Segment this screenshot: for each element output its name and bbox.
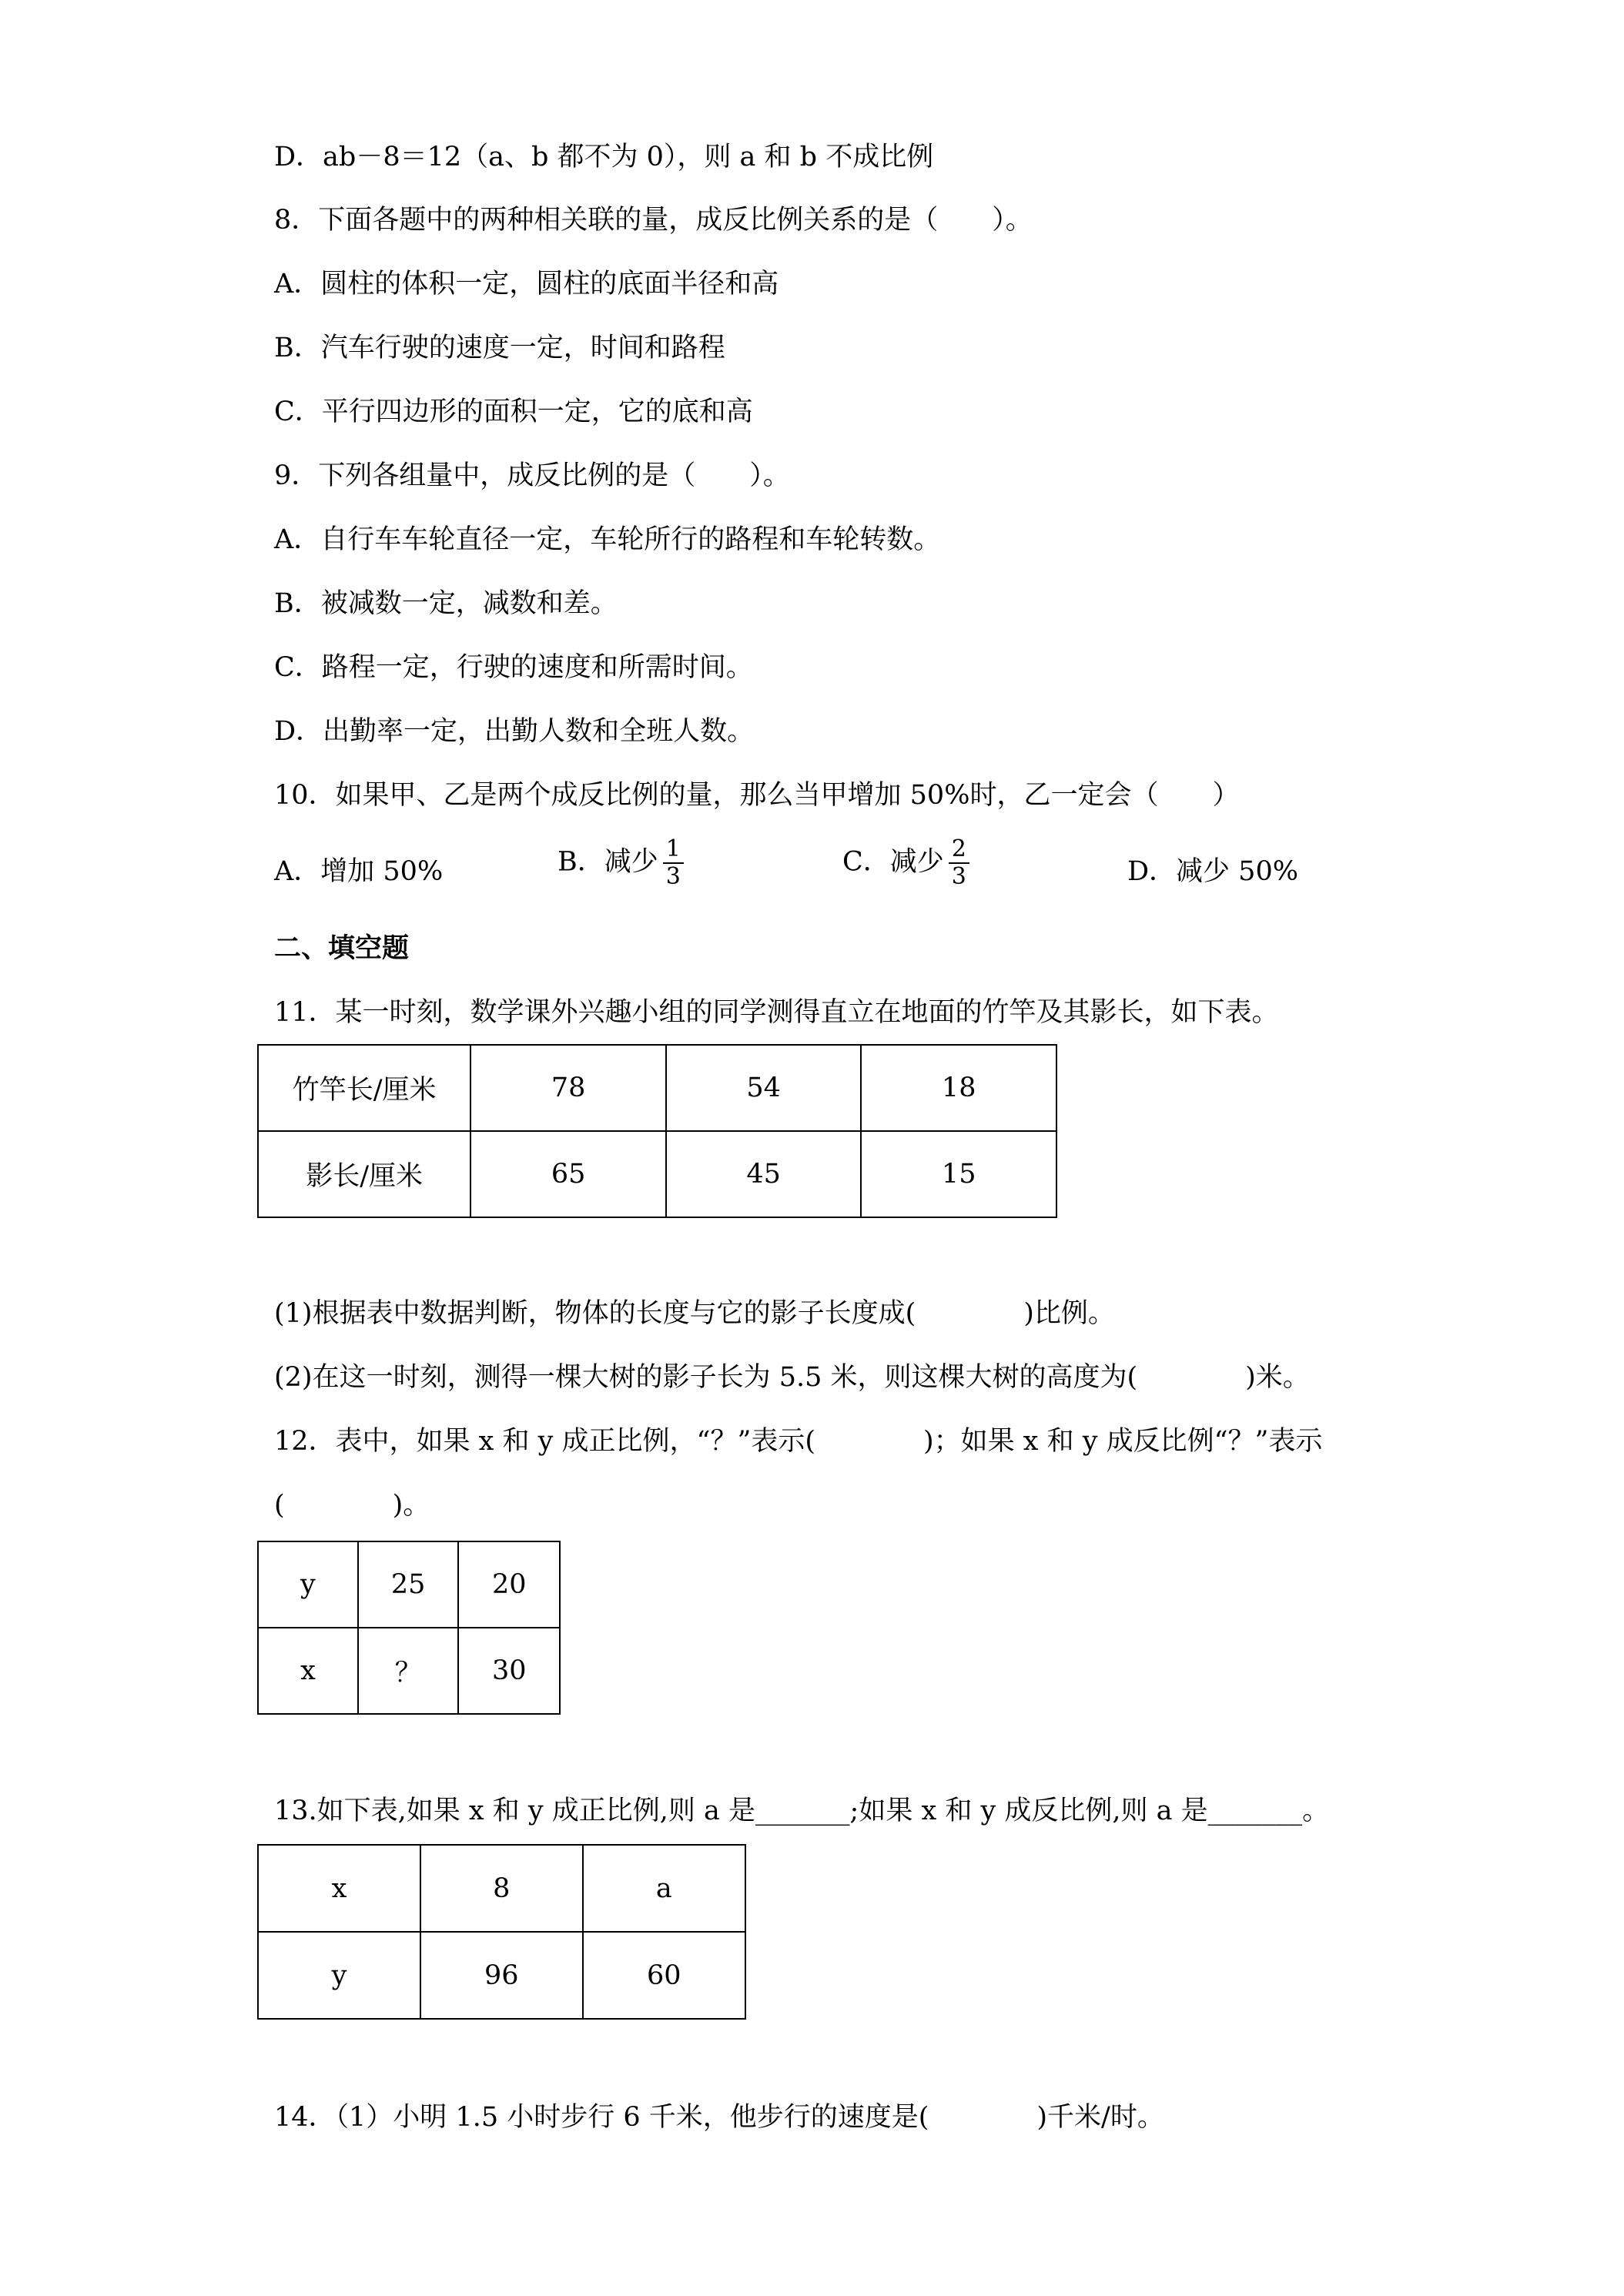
table-cell: y bbox=[258, 1932, 420, 2019]
table-cell: 8 bbox=[420, 1845, 582, 1932]
q10-option-b bbox=[558, 836, 684, 890]
q9-option-d: D．出勤率一定，出勤人数和全班人数。 bbox=[274, 716, 755, 747]
fraction-one-third bbox=[663, 836, 684, 890]
table-cell: x bbox=[258, 1628, 358, 1714]
q9-option-c: C．路程一定，行驶的速度和所需时间。 bbox=[274, 652, 753, 683]
q13-stem: 13.如下表,如果 x 和 y 成正比例,则 a 是_______;如果 x 和 y 成反比例,则 a 是_______。 bbox=[274, 1796, 1330, 1826]
table-cell: y bbox=[258, 1541, 358, 1628]
table-cell: x bbox=[258, 1845, 420, 1932]
q12-table bbox=[257, 1541, 561, 1715]
q8-stem: 8．下面各题中的两种相关联的量，成反比例关系的是（ ）。 bbox=[274, 205, 1033, 236]
table-cell: 96 bbox=[420, 1932, 582, 2019]
q10-option-d: D．减少 50% bbox=[1127, 856, 1298, 887]
q14-stem: 14．（1）小明 1.5 小时步行 6 千米，他步行的速度是( )千米/时。 bbox=[274, 2102, 1164, 2133]
q8-option-b: B．汽车行驶的速度一定，时间和路程 bbox=[274, 333, 725, 363]
q8-option-a: A．圆柱的体积一定，圆柱的底面半径和高 bbox=[274, 269, 779, 300]
table-cell: 25 bbox=[358, 1541, 459, 1628]
q11-part-2: (2)在这一时刻，测得一棵大树的影子长为 5.5 米，则这棵大树的高度为( )米。 bbox=[274, 1362, 1310, 1393]
fraction-two-thirds bbox=[949, 836, 969, 890]
table-cell: 竹竿长/厘米 bbox=[258, 1045, 470, 1131]
table-cell: 78 bbox=[470, 1045, 666, 1131]
q8-option-c: C．平行四边形的面积一定，它的底和高 bbox=[274, 397, 753, 427]
table-row bbox=[258, 1932, 745, 2019]
table-cell: 15 bbox=[861, 1131, 1056, 1217]
table-row bbox=[258, 1628, 560, 1714]
table-cell: 60 bbox=[583, 1932, 745, 2019]
q11-part-1: (1)根据表中数据判断，物体的长度与它的影子长度成( )比例。 bbox=[274, 1298, 1115, 1329]
table-cell: 影长/厘米 bbox=[258, 1131, 470, 1217]
fraction-denominator: 3 bbox=[951, 863, 966, 890]
fraction-numerator: 2 bbox=[949, 836, 969, 864]
table-row bbox=[258, 1045, 1056, 1131]
table-row bbox=[258, 1131, 1056, 1217]
q12-stem: 12．表中，如果 x 和 y 成正比例，“？”表示( )；如果 x 和 y 成反比例“？”表示 bbox=[274, 1426, 1323, 1457]
q10-option-b-label: B．减少 bbox=[558, 846, 658, 878]
table-cell: 20 bbox=[458, 1541, 560, 1628]
table-cell: 30 bbox=[458, 1628, 560, 1714]
table-cell: ？ bbox=[358, 1628, 459, 1714]
q11-stem: 11．某一时刻，数学课外兴趣小组的同学测得直立在地面的竹竿及其影长，如下表。 bbox=[274, 997, 1279, 1028]
q13-table bbox=[257, 1844, 746, 2020]
q10-option-c-label: C．减少 bbox=[842, 846, 944, 878]
table-row bbox=[258, 1845, 745, 1932]
q9-option-b: B．被减数一定，减数和差。 bbox=[274, 588, 618, 619]
q7-option-d: D．ab－8＝12（a、b 都不为 0），则 a 和 b 不成比例 bbox=[274, 142, 934, 172]
q12-stem-continued: ( )。 bbox=[274, 1490, 430, 1521]
q10-option-a: A．增加 50% bbox=[274, 856, 444, 887]
q9-option-a: A．自行车车轮直径一定，车轮所行的路程和车轮转数。 bbox=[274, 524, 941, 555]
q10-option-c bbox=[842, 836, 969, 890]
table-cell: 45 bbox=[666, 1131, 862, 1217]
table-cell: 54 bbox=[666, 1045, 862, 1131]
q10-stem: 10．如果甲、乙是两个成反比例的量，那么当甲增加 50%时，乙一定会（ ） bbox=[274, 780, 1240, 811]
table-cell: a bbox=[583, 1845, 745, 1932]
table-cell: 18 bbox=[861, 1045, 1056, 1131]
fraction-numerator: 1 bbox=[663, 836, 684, 864]
section-heading: 二、填空题 bbox=[274, 933, 410, 964]
table-row bbox=[258, 1541, 560, 1628]
q9-stem: 9．下列各组量中，成反比例的是（ ）。 bbox=[274, 460, 790, 491]
q11-table bbox=[257, 1044, 1057, 1218]
table-cell: 65 bbox=[470, 1131, 666, 1217]
fraction-denominator: 3 bbox=[665, 863, 681, 890]
